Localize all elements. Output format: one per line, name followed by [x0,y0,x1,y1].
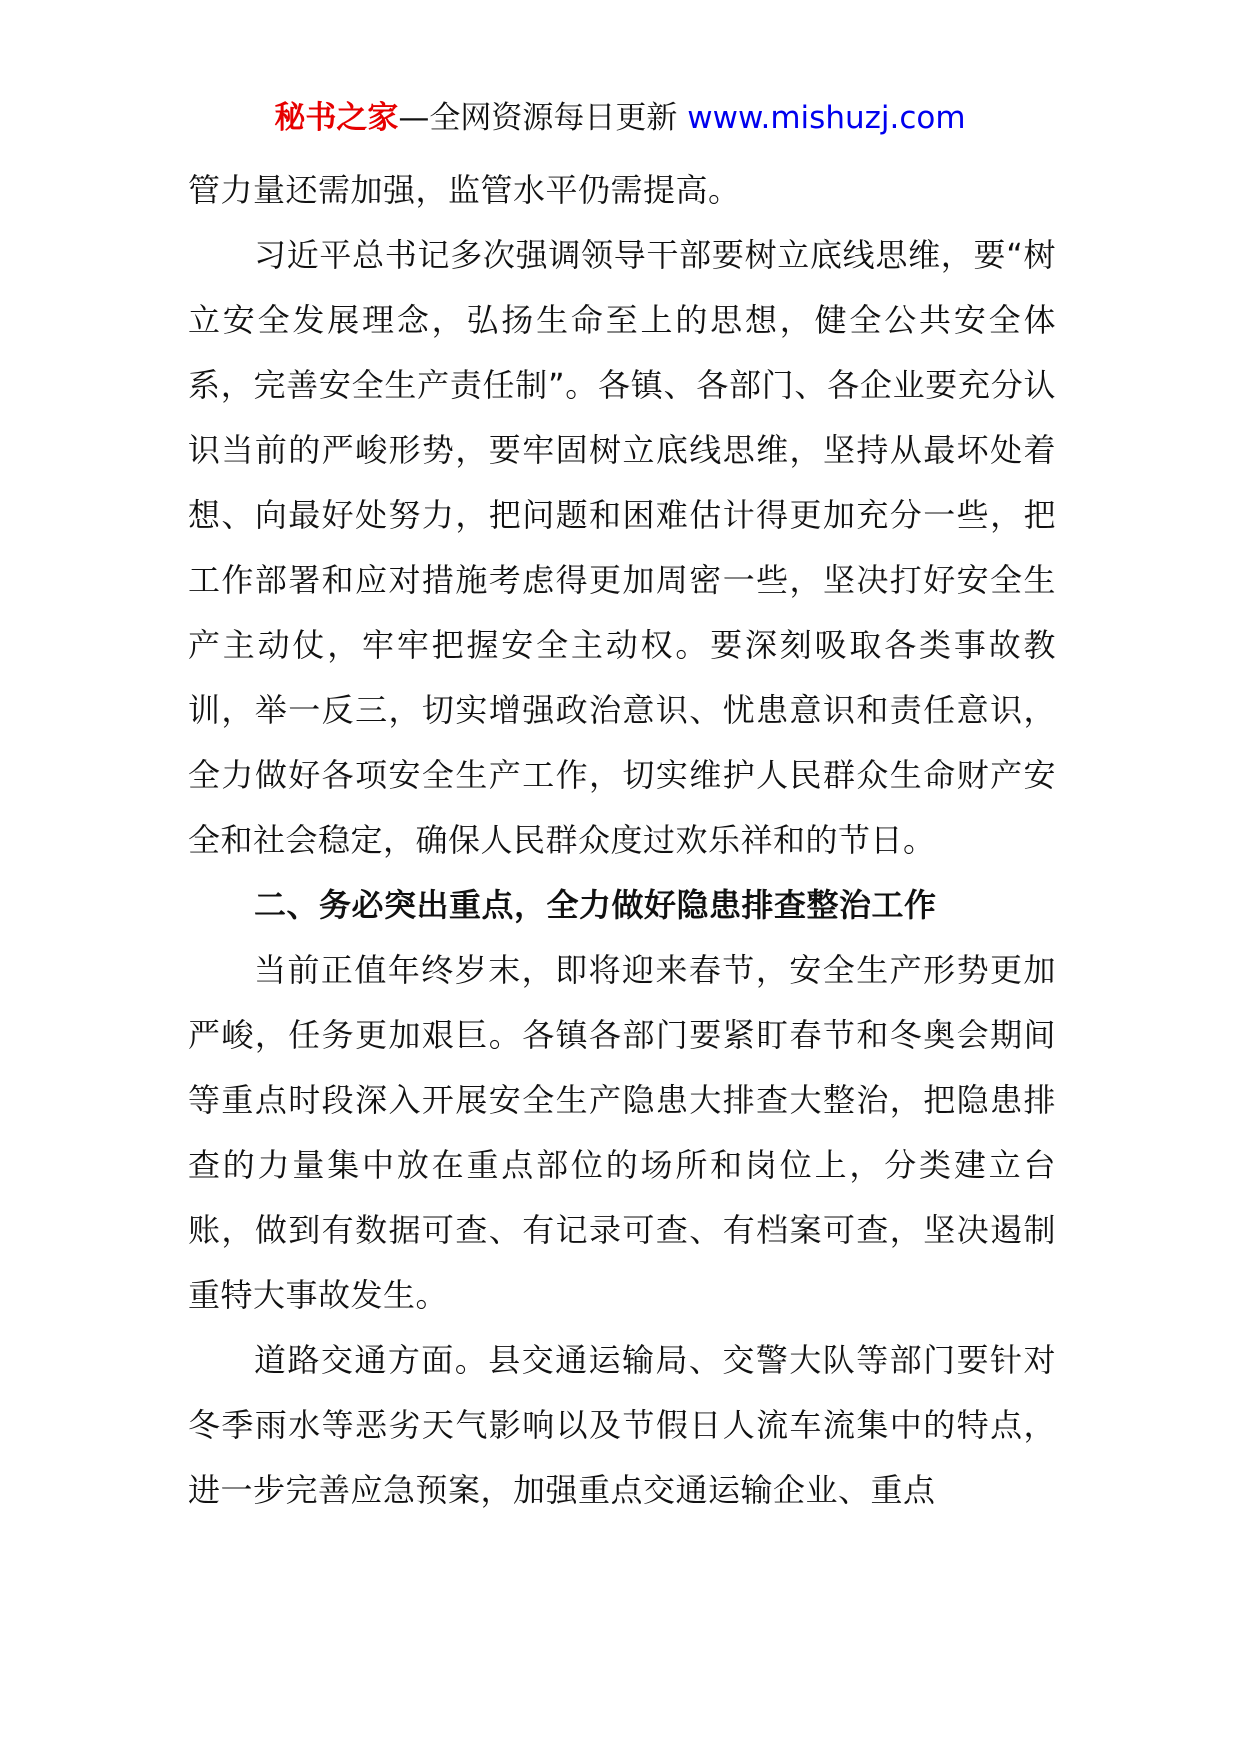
paragraph-bottom-line-thinking: 习近平总书记多次强调领导干部要树立底线思维，要“树立安全发展理念，弘扬生命至上的思想，健全公共安全体系，完善安全生产责任制”。各镇、各部门、各企业要充分认识当前的严峻形势，要牢固树立底线思维，坚持从最坏处着想、向最好处努力，把问题和困难估计得更加充分一些，把工作部署和应对措施考虑得更加周密一些，坚决打好安全生产主动仗，牢牢把握安全主动权。要深刻吸取各类事故教训，举一反三，切实增强政治意识、忧患意识和责任意识，全力做好各项安全生产工作，切实维护人民群众生命财产安全和社会稳定，确保人民群众度过欢乐祥和的节日。 [188,236,1056,859]
section-heading: 二、务必突出重点，全力做好隐患排查整治工作 [254,886,937,924]
brand-name: 秘书之家 [274,100,399,136]
paragraph-road-traffic: 道路交通方面。县交通运输局、交警大队等部门要针对冬季雨水等恶劣天气影响以及节假日人流车流集中的特点，进一步完善应急预案，加强重点交通运输企业、重点 [188,1341,1056,1509]
site-url-link[interactable]: www.mishuzj.com [687,100,966,136]
paragraph-continuation: 管力量还需加强，监管水平仍需提高。 [188,171,741,209]
paragraph-hazard-inspection: 当前正值年终岁末，即将迎来春节，安全生产形势更加严峻，任务更加艰巨。各镇各部门要紧盯春节和冬奥会期间等重点时段深入开展安全生产隐患大排查大整治，把隐患排查的力量集中放在重点部位的场所和岗位上，分类建立台账，做到有数据可查、有记录可查、有档案可查，坚决遏制重特大事故发生。 [188,951,1056,1314]
document-body [188,158,1056,1523]
site-header [0,98,1240,138]
header-slogan: —全网资源每日更新 [398,100,678,136]
